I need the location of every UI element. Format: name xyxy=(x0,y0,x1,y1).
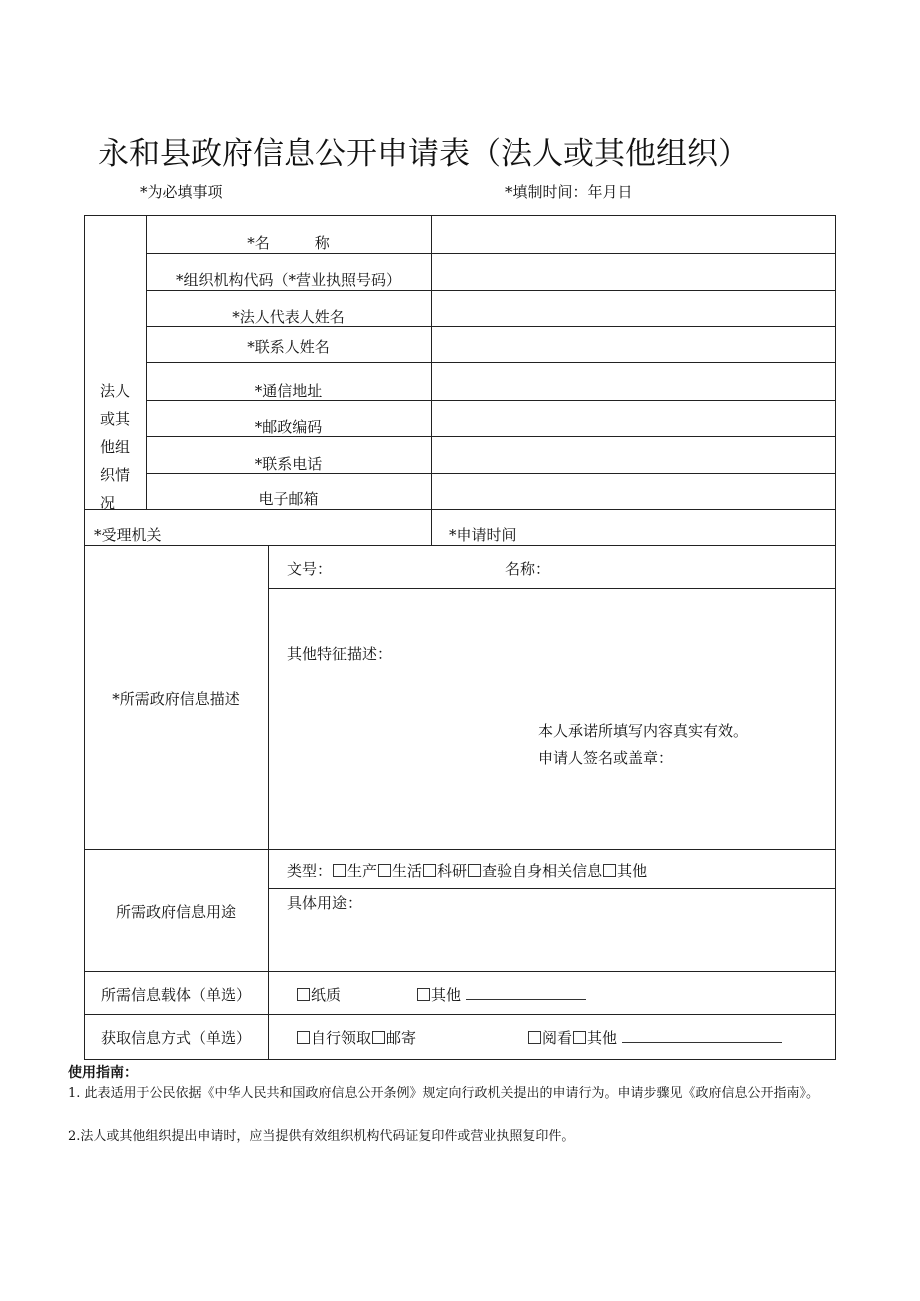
phone-label: *联系电话 xyxy=(254,455,323,473)
purpose-type-prefix: 类型： xyxy=(287,862,333,880)
method-self-pickup: 自行领取 xyxy=(311,1029,372,1047)
divider xyxy=(268,545,269,972)
other-features-label: 其他特征描述： xyxy=(287,645,393,663)
carrier-other[interactable] xyxy=(416,984,586,1005)
purpose-option-self-check: 查验自身相关信息 xyxy=(482,862,603,880)
table-border-top xyxy=(84,215,836,216)
address-label: *通信地址 xyxy=(254,382,323,400)
info-desc-label: *所需政府信息描述 xyxy=(112,690,240,708)
purpose-option-production: 生产 xyxy=(347,862,378,880)
checkbox[interactable] xyxy=(528,1031,541,1044)
divider xyxy=(84,1014,836,1015)
specific-purpose-label: 具体用途： xyxy=(287,894,363,912)
org-code-label: *组织机构代码（*营业执照号码） xyxy=(175,271,401,289)
method-other: 其他 xyxy=(587,1029,618,1047)
divider xyxy=(84,545,836,546)
checkbox[interactable] xyxy=(297,988,310,1001)
method-mail: 邮寄 xyxy=(386,1029,417,1047)
signature-label: 申请人签名或盖章： xyxy=(538,749,674,767)
purpose-label: 所需政府信息用途 xyxy=(115,903,236,921)
method-view: 阅看 xyxy=(542,1029,573,1047)
agency-label: *受理机关 xyxy=(94,526,162,544)
divider xyxy=(268,888,836,889)
carrier-paper[interactable] xyxy=(296,984,341,1005)
form-title: 永和县政府信息公开申请表（法人或其他组织） xyxy=(98,136,749,172)
org-side-label xyxy=(100,377,140,517)
email-label: 电子邮箱 xyxy=(258,490,319,508)
divider xyxy=(146,290,836,291)
table-border-left xyxy=(84,215,85,1060)
guide-title: 使用指南： xyxy=(68,1065,138,1081)
checkbox[interactable] xyxy=(378,864,391,877)
checkbox[interactable] xyxy=(297,1031,310,1044)
purpose-option-other: 其他 xyxy=(617,862,648,880)
checkbox[interactable] xyxy=(333,864,346,877)
org-side-label-line: 织情 xyxy=(100,466,131,484)
divider xyxy=(268,588,836,589)
divider xyxy=(146,362,836,363)
table-border-bottom xyxy=(84,1059,836,1060)
legal-rep-label: *法人代表人姓名 xyxy=(232,308,345,326)
required-note: *为必填事项 xyxy=(140,183,223,201)
divider xyxy=(268,971,269,1059)
method-label: 获取信息方式（单选） xyxy=(100,1029,251,1047)
org-side-label-line: 他组 xyxy=(100,438,131,456)
divider xyxy=(84,509,836,510)
method-other-blank[interactable] xyxy=(622,1028,782,1043)
org-name-label: *名 称 xyxy=(247,234,330,252)
divider xyxy=(146,253,836,254)
doc-number-label: 文号： xyxy=(287,560,333,578)
doc-name-label: 名称： xyxy=(505,560,551,578)
checkbox[interactable] xyxy=(468,864,481,877)
divider xyxy=(431,509,432,545)
apply-time-label: *申请时间 xyxy=(449,526,517,544)
divider xyxy=(84,971,836,972)
purpose-option-research: 科研 xyxy=(437,862,468,880)
carrier-other-label: 其他 xyxy=(431,986,462,1004)
contact-name-label: *联系人姓名 xyxy=(247,338,330,356)
checkbox[interactable] xyxy=(423,864,436,877)
carrier-paper-label: 纸质 xyxy=(311,986,342,1004)
method-options-left xyxy=(296,1027,416,1048)
carrier-other-blank[interactable] xyxy=(466,985,586,1000)
checkbox[interactable] xyxy=(417,988,430,1001)
guide-item-2: 2.法人或其他组织提出申请时，应当提供有效组织机构代码证复印件或营业执照复印件。 xyxy=(68,1129,575,1144)
org-side-label-line: 况 xyxy=(100,494,116,512)
guide-item-1: 1. 此表适用于公民依据《中华人民共和国政府信息公开条例》规定向行政机关提出的申请行为。申请步骤见《政府信息公开指南》。 xyxy=(68,1086,820,1101)
pledge-text: 本人承诺所填写内容真实有效。 xyxy=(538,722,749,740)
purpose-type-row xyxy=(287,860,647,881)
org-side-label-line: 法人 xyxy=(100,382,131,400)
checkbox[interactable] xyxy=(573,1031,586,1044)
method-options-right xyxy=(527,1027,782,1048)
table-border-right xyxy=(835,215,836,1060)
checkbox[interactable] xyxy=(372,1031,385,1044)
carrier-label: 所需信息载体（单选） xyxy=(100,986,251,1004)
org-side-label-line: 或其 xyxy=(100,410,131,428)
purpose-option-life: 生活 xyxy=(392,862,423,880)
postcode-label: *邮政编码 xyxy=(254,418,323,436)
checkbox[interactable] xyxy=(603,864,616,877)
fill-time: *填制时间：年月日 xyxy=(505,183,633,201)
divider xyxy=(84,849,836,850)
